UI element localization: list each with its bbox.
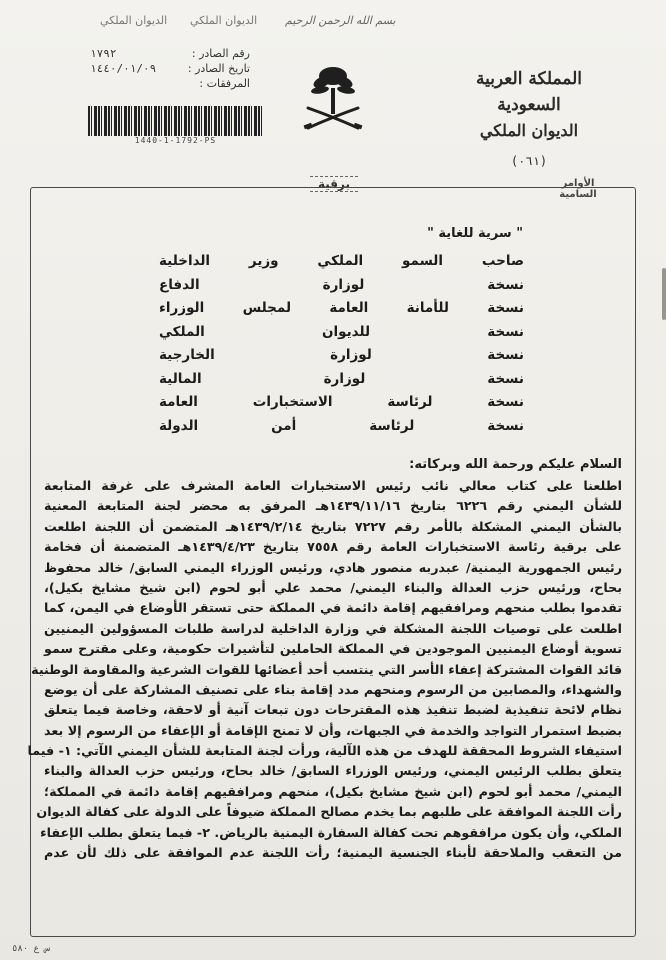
recipient-item: نسخة لوزارة المالية <box>159 370 524 387</box>
body-line: من التعقب والملاحقة لأبناء الجنسية اليمنية؛ رأت اللجنة عدم الموافقة على ذلك لأن عدم <box>44 845 622 861</box>
royal-court-name: الديوان الملكي <box>479 121 579 140</box>
ref-date-value: ١٤٤٠/٠١/٠٩ <box>90 62 157 75</box>
body-line: رأت اللجنة الموافقة على طلبهم بما يخدم مصالح المملكة ضيوفاً على الدولة على كفالة الديوان <box>36 804 622 820</box>
body-line: بالشأن اليمني المشكلة بالأمر رقم ٧٢٢٧ بتاريخ ١٤٣٩/٢/١٤هـ المتضمن أن اللجنة اطلعت <box>44 518 622 534</box>
ref-number-label: رقم الصادر : <box>191 47 250 60</box>
barcode-bars-icon <box>88 106 263 136</box>
ref-number-line <box>90 46 250 61</box>
orders-label: الأوامر السامية <box>559 178 597 200</box>
attachments-line <box>90 76 250 91</box>
barcode-number: 1440-1-1792-PS <box>134 136 217 145</box>
body-line: اطلعت على توصيات اللجنة المشكلة في وزارة الداخلية لدراسة طلبات المسؤولين اليمنيين <box>44 620 622 636</box>
body-line: نظام لائحة تنفيذية لضبط تنفيذ هذه المقترحات دون تبعات آنية أو لاحقة، وخاصة فيما يتعلق <box>44 702 622 718</box>
body-line: تقدموا بطلب منحهم ومرافقيهم إقامة دائمة في المملكة حتى تستقر الأوضاع في اليمن، كما <box>44 600 622 616</box>
recipient-item: نسخة لرئاسة أمن الدولة <box>159 417 524 434</box>
body-line: والشهداء، والمصابين من الرسوم ومنحهم مدد إقامة بناء على تصنيف المشاركة على أن يوضع <box>44 681 622 697</box>
basmala: بسم الله الرحمن الرحيم <box>285 14 396 27</box>
barcode <box>88 106 263 146</box>
body-line: قائد القوات المشتركة إعفاء الأسر التي ينتسب أحد أعضائها للقوات الشرعية والمقاومة الوطنية <box>31 661 622 677</box>
recipients-list <box>159 250 524 438</box>
body-line: للشأن اليمني رقم ٦٢٢٦ بتاريخ ١٤٣٩/١١/١٦هـ المرفق به محضر لجنة المتابعة المعنية <box>44 498 622 514</box>
body-line: رئيس الجمهورية اليمنية/ عبدربه منصور هادي، ورئيس الوزراء اليمني السابق/ خالد محفوظ <box>44 559 622 575</box>
body-line: يتعلق بطلب الرئيس اليمني، ورئيس الوزراء السابق/ خالد بحاح، ورئيس حزب العدالة والبناء <box>44 763 622 779</box>
ref-date-line <box>90 61 250 76</box>
reference-block <box>90 46 250 91</box>
ref-number-value: ١٧٩٢ <box>90 47 117 60</box>
footer-code: س ع ٥٨٠ <box>12 944 50 954</box>
scrollbar-thumb[interactable] <box>662 268 666 320</box>
body-line: اطلعنا على كتاب معالي نائب رئيس الاستخبارات العامة المشرف على غرفة المتابعة <box>44 478 622 493</box>
body-line: بضبط استمرار التواجد والخدمة في الجبهات، وأن لا تمنح الإقامة أو الإعفاء من الرسوم إلا بعد <box>44 722 622 738</box>
recipient-item: نسخة لرئاسة الاستخبارات العامة <box>159 394 524 410</box>
attachments-label: المرفقات : <box>199 77 250 90</box>
header-stamp-left: الديوان الملكي <box>100 14 168 27</box>
saudi-emblem-icon <box>300 62 366 136</box>
body-line: تسوية أوضاع اليمنيين الموجودين في المملكة الحاملين لتأشيرات حكومية، وعلى مقترح سمو <box>44 641 622 657</box>
kingdom-name: المملكة العربية السعودية <box>475 69 583 115</box>
recipient-item: نسخة لوزارة الدفاع <box>159 276 524 293</box>
body-line: اليمني/ محمد أبو لحوم (ابن شيخ مشايخ بكيل)، منحهم ومرافقيهم إقامة دائمة في المملكة؛ <box>44 783 622 799</box>
recipient-item: نسخة للأمانة العامة لمجلس الوزراء <box>159 300 524 316</box>
header-stamp-right: الديوان الملكي <box>190 14 258 27</box>
letter-body <box>27 476 622 863</box>
recipient-item: نسخة للديوان الملكي <box>159 323 524 340</box>
recipient-item: نسخة لوزارة الخارجية <box>159 347 524 363</box>
body-line: على برقية رئاسة الاستخبارات العامة رقم ٧٥٥٨ بتاريخ ١٤٣٩/٤/٢٣هـ المتضمنة أن فخامة <box>44 539 622 555</box>
recipient-item: صاحب السمو الملكي وزير الداخلية <box>159 253 524 269</box>
letterhead-code: (٠٦١) <box>510 154 548 168</box>
telegram-label: برقية <box>310 176 358 192</box>
body-line: الملكي، وأن يكون مرافقوهم تحت كفالة السفارة اليمنية بالرياض. ٢- فيما يتعلق بطلب الإعفاء <box>40 824 622 840</box>
body-line: بحاح، ورئيس حزب العدالة والبناء اليمني/ محمد علي أبو لحوم (ابن شيخ مشايخ بكيل)، <box>44 579 622 595</box>
ref-date-label: تاريخ الصادر : <box>187 62 250 75</box>
classification-label: " سرية للغاية " <box>427 226 523 241</box>
greeting: السلام عليكم ورحمة الله وبركاته: <box>409 457 622 472</box>
body-line: استيفاء الشروط المحققة للهدف من هذه الآلية، ورأت لجنة المتابعة للشأن اليمني الآتي: ١- فيما <box>27 743 622 759</box>
letterhead <box>444 66 614 174</box>
